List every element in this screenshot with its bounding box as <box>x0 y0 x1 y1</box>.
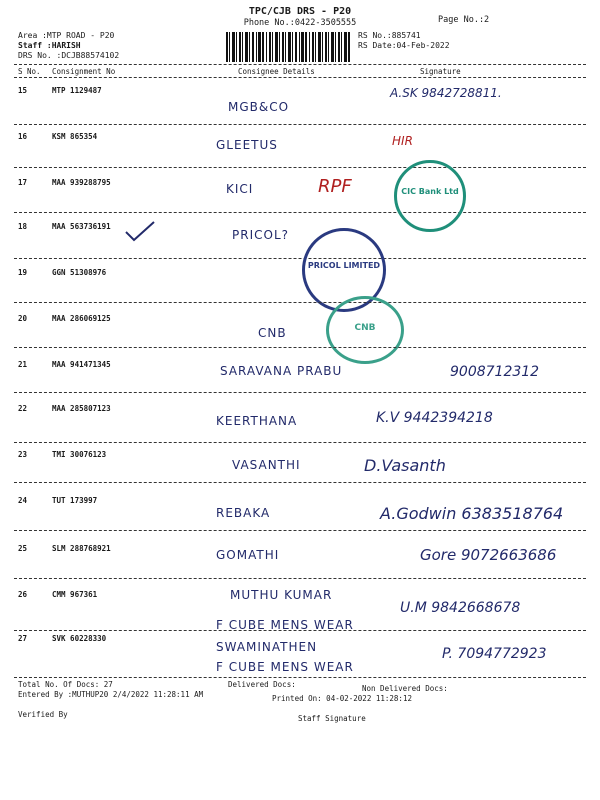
consignment-number: MAA 286069125 <box>52 314 111 323</box>
consignment-number: SVK 60228330 <box>52 634 107 643</box>
page-number: Page No.:2 <box>438 15 490 25</box>
row-divider <box>14 167 586 168</box>
row-divider <box>14 124 586 125</box>
signature: P. 7094772923 <box>442 646 547 662</box>
consignment-number: MAA 563736191 <box>52 222 111 231</box>
row-sno: 17 <box>18 178 28 187</box>
consignee-name: SARAVANA PRABU <box>220 364 343 378</box>
consignee-name: MGB&CO <box>228 100 290 114</box>
row-divider <box>14 442 586 443</box>
row-sno: 16 <box>18 132 28 141</box>
company-stamp <box>394 160 466 232</box>
row-divider <box>14 347 586 348</box>
printed-on: Printed On: 04-02-2022 11:28:12 <box>272 694 412 703</box>
document-title: TPC/CJB DRS - P20 <box>248 6 352 17</box>
signature: K.V 9442394218 <box>376 410 493 426</box>
stamp-text: PRICOL LIMITED <box>307 261 381 270</box>
consignment-number: SLM 288768921 <box>52 544 111 553</box>
consignment-number: MAA 939288795 <box>52 178 111 187</box>
staff-signature: Staff Signature <box>298 714 366 723</box>
row-sno: 21 <box>18 360 28 369</box>
consignment-number: MTP 1129487 <box>52 86 102 95</box>
consignee-name: PRICOL? <box>232 228 289 242</box>
consignee-name: REBAKA <box>216 506 271 520</box>
rs-number: RS No.:885741 <box>358 31 421 40</box>
area-label: Area :MTP ROAD - P20 <box>18 31 115 40</box>
stamp-text: CIC Bank Ltd <box>401 187 459 196</box>
row-divider <box>14 258 586 259</box>
row-sno: 23 <box>18 450 28 459</box>
col-header-consignee: Consignee Details <box>238 67 315 76</box>
consignee-address: F CUBE MENS WEAR <box>216 660 354 674</box>
row-sno: 20 <box>18 314 28 323</box>
entered-by: Entered By :MUTHUP20 2/4/2022 11:28:11 AM <box>18 690 204 699</box>
stamp-text: CNB <box>354 323 376 333</box>
total-docs: Total No. Of Docs: 27 <box>18 680 113 689</box>
verified-by: Verified By <box>18 710 68 719</box>
consignee-name: SWAMINATHEN <box>216 640 318 654</box>
row-divider <box>14 630 586 631</box>
signature: U.M 9842668678 <box>400 600 521 616</box>
non-delivered-docs: Non Delivered Docs: <box>362 684 448 693</box>
phone-number: Phone No.:0422-3505555 <box>243 18 357 28</box>
consignment-number: MAA 941471345 <box>52 360 111 369</box>
signature: HIR <box>392 134 413 148</box>
row-sno: 15 <box>18 86 28 95</box>
signature: 9008712312 <box>450 364 540 380</box>
staff-label: Staff :HARISH <box>18 41 81 50</box>
divider <box>14 77 586 78</box>
signature: A.Godwin 6383518764 <box>380 504 564 523</box>
consignee-name: GLEETUS <box>216 138 278 152</box>
barcode <box>226 32 350 62</box>
row-divider <box>14 578 586 579</box>
consignment-number: GGN 51308976 <box>52 268 107 277</box>
company-stamp <box>326 296 404 364</box>
checkmark-icon <box>124 220 156 242</box>
row-divider <box>14 212 586 213</box>
row-sno: 19 <box>18 268 28 277</box>
divider <box>14 64 586 65</box>
signature: Gore 9072663686 <box>420 546 557 564</box>
consignment-number: CMM 967361 <box>52 590 98 599</box>
delivered-docs: Delivered Docs: <box>228 680 296 689</box>
row-divider <box>14 530 586 531</box>
signature: RPF <box>318 176 352 197</box>
consignee-name: VASANTHI <box>232 458 301 472</box>
row-sno: 24 <box>18 496 28 505</box>
signature: A.SK 9842728811. <box>390 86 502 100</box>
consignee-name: KEERTHANA <box>216 414 298 428</box>
col-header-signature: Signature <box>420 67 461 76</box>
consignment-number: KSM 865354 <box>52 132 98 141</box>
consignment-number: TUT 173997 <box>52 496 98 505</box>
consignment-number: MAA 285807123 <box>52 404 111 413</box>
signature: D.Vasanth <box>364 456 446 475</box>
drs-number: DRS No. :DCJB88574102 <box>18 51 120 60</box>
row-divider <box>14 302 586 303</box>
row-sno: 26 <box>18 590 28 599</box>
consignee-name: KICI <box>226 182 254 196</box>
col-header-sno: S No. <box>18 67 41 76</box>
consignment-number: TMI 30076123 <box>52 450 107 459</box>
col-header-consignment: Consignment No <box>52 67 116 76</box>
row-divider <box>14 677 586 678</box>
consignee-name: MUTHU KUMAR <box>230 588 333 602</box>
consignee-name: CNB <box>258 326 287 340</box>
row-divider <box>14 392 586 393</box>
row-sno: 18 <box>18 222 28 231</box>
row-divider <box>14 482 586 483</box>
consignee-address: F CUBE MENS WEAR <box>216 618 354 632</box>
rs-date: RS Date:04-Feb-2022 <box>358 41 450 50</box>
row-sno: 27 <box>18 634 28 643</box>
consignee-name: GOMATHI <box>216 548 280 562</box>
row-sno: 22 <box>18 404 28 413</box>
row-sno: 25 <box>18 544 28 553</box>
